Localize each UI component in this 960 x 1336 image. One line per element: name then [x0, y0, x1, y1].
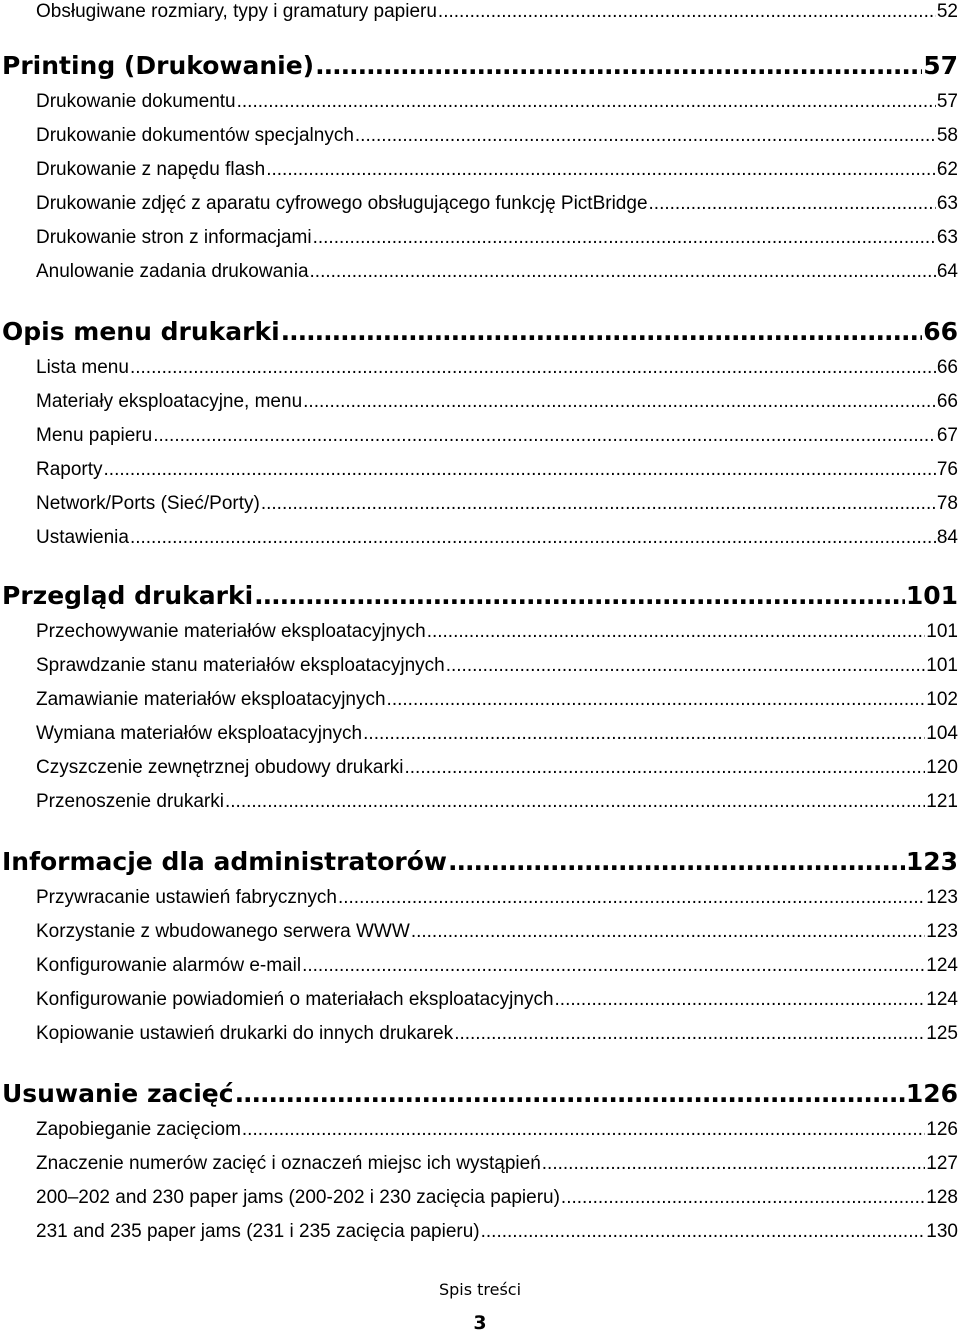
toc-section-entry[interactable] — [2, 50, 958, 82]
toc-entry[interactable] — [36, 1220, 958, 1244]
toc-entry-title: Przegląd drukarki — [2, 581, 254, 610]
toc-entry-title: Informacje dla administratorów — [2, 847, 447, 876]
dot-leader — [363, 722, 925, 746]
toc-entry-page: 76 — [936, 459, 958, 480]
toc-entry-page: 57 — [923, 51, 958, 80]
dot-leader — [481, 1220, 926, 1244]
dot-leader — [310, 260, 936, 284]
toc-entry-page: 67 — [936, 425, 958, 446]
dot-leader — [313, 226, 936, 250]
dot-leader — [266, 158, 936, 182]
dot-leader — [302, 954, 925, 978]
dot-leader — [427, 620, 926, 644]
toc-entry-page: 123 — [926, 921, 958, 942]
toc-entry[interactable] — [36, 356, 958, 380]
toc-entry[interactable] — [36, 620, 958, 644]
toc-entry-title: Sprawdzanie stanu materiałów eksploatacyjnych — [36, 655, 445, 676]
toc-entry[interactable] — [36, 90, 958, 114]
dot-leader — [448, 846, 905, 878]
toc-entry[interactable] — [36, 722, 958, 746]
toc-entry-title: Przechowywanie materiałów eksploatacyjnych — [36, 621, 426, 642]
toc-entry-title: Obsługiwane rozmiary, typy i gramatury papieru — [36, 1, 437, 22]
toc-entry[interactable] — [36, 158, 958, 182]
dot-leader — [405, 756, 926, 780]
dot-leader — [315, 50, 922, 82]
toc-entry-title: Drukowanie z napędu flash — [36, 159, 266, 180]
dot-leader — [303, 390, 936, 414]
dot-leader — [242, 1118, 925, 1142]
toc-entry[interactable] — [36, 424, 958, 448]
toc-entry-title: Kopiowanie ustawień drukarki do innych drukarek — [36, 1023, 454, 1044]
toc-entry-page: 126 — [905, 1079, 958, 1108]
dot-leader — [235, 1078, 905, 1110]
dot-leader — [438, 0, 936, 24]
toc-entry-title: Drukowanie zdjęć z aparatu cyfrowego obsługującego funkcję PictBridge — [36, 193, 648, 214]
toc-entry-page: 121 — [926, 791, 958, 812]
toc-entry-page: 120 — [926, 757, 958, 778]
toc-entry[interactable] — [36, 526, 958, 550]
dot-leader — [130, 356, 936, 380]
toc-entry[interactable] — [36, 492, 958, 516]
dot-leader — [649, 192, 936, 216]
toc-entry-page: 124 — [926, 989, 958, 1010]
toc-entry-title: Raporty — [36, 459, 103, 480]
dot-leader — [446, 654, 926, 678]
toc-entry-page: 64 — [936, 261, 958, 282]
toc-entry-page: 58 — [936, 125, 958, 146]
toc-entry[interactable] — [36, 988, 958, 1012]
toc-entry[interactable] — [36, 1022, 958, 1046]
toc-entry-page: 125 — [926, 1023, 958, 1044]
toc-entry[interactable] — [36, 0, 958, 24]
dot-leader — [411, 920, 925, 944]
toc-entry-page: 62 — [936, 159, 958, 180]
toc-entry-page: 66 — [936, 357, 958, 378]
toc-entry-page: 101 — [926, 655, 958, 676]
toc-entry[interactable] — [36, 790, 958, 814]
toc-section-entry[interactable] — [2, 316, 958, 348]
toc-entry[interactable] — [36, 1118, 958, 1142]
toc-entry-page: 127 — [926, 1153, 958, 1174]
toc-entry[interactable] — [36, 654, 958, 678]
toc-entry-page: 102 — [926, 689, 958, 710]
toc-entry-page: 63 — [936, 193, 958, 214]
dot-leader — [237, 90, 936, 114]
toc-entry-page: 124 — [926, 955, 958, 976]
toc-entry-title: Drukowanie dokumentów specjalnych — [36, 125, 354, 146]
toc-entry-page: 123 — [905, 847, 958, 876]
toc-entry-title: Drukowanie stron z informacjami — [36, 227, 312, 248]
toc-entry[interactable] — [36, 390, 958, 414]
toc-entry-title: Materiały eksploatacyjne, menu — [36, 391, 303, 412]
toc-entry[interactable] — [36, 756, 958, 780]
toc-entry-page: 57 — [936, 91, 958, 112]
toc-entry-page: 52 — [936, 1, 958, 22]
toc-entry-title: Printing (Drukowanie) — [2, 51, 315, 80]
dot-leader — [355, 124, 936, 148]
toc-entry-page: 101 — [905, 581, 958, 610]
dot-leader — [542, 1152, 926, 1176]
toc-entry[interactable] — [36, 886, 958, 910]
toc-entry-page: 78 — [936, 493, 958, 514]
toc-entry-title: Czyszczenie zewnętrznej obudowy drukarki — [36, 757, 404, 778]
toc-entry-page: 123 — [926, 887, 958, 908]
toc-entry[interactable] — [36, 1152, 958, 1176]
dot-leader — [387, 688, 926, 712]
toc-section-entry[interactable] — [2, 1078, 958, 1110]
toc-section-entry[interactable] — [2, 846, 958, 878]
toc-entry[interactable] — [36, 458, 958, 482]
toc-entry-title: Konfigurowanie alarmów e-mail — [36, 955, 302, 976]
toc-entry-title: Drukowanie dokumentu — [36, 91, 236, 112]
toc-entry-page: 66 — [936, 391, 958, 412]
toc-entry-title: Zapobieganie zacięciom — [36, 1119, 241, 1140]
toc-entry-title: Ustawienia — [36, 527, 129, 548]
toc-entry-title: 200–202 and 230 paper jams (200-202 i 230 zacięcia papieru) — [36, 1187, 560, 1208]
toc-entry-title: Usuwanie zacięć — [2, 1079, 234, 1108]
toc-entry-title: Zamawianie materiałów eksploatacyjnych — [36, 689, 386, 710]
toc-entry-title: Konfigurowanie powiadomień o materiałach eksploatacyjnych — [36, 989, 554, 1010]
toc-entry-title: Przenoszenie drukarki — [36, 791, 224, 812]
toc-entry-title: Lista menu — [36, 357, 129, 378]
dot-leader — [254, 580, 905, 612]
toc-entry-page: 66 — [923, 317, 958, 346]
toc-entry[interactable] — [36, 1186, 958, 1210]
dot-leader — [225, 790, 925, 814]
toc-entry-page: 101 — [926, 621, 958, 642]
dot-leader — [104, 458, 936, 482]
toc-entry[interactable] — [36, 260, 958, 284]
toc-entry-title: Network/Ports (Sieć/Porty) — [36, 493, 260, 514]
dot-leader — [261, 492, 936, 516]
toc-entry-page: 84 — [936, 527, 958, 548]
dot-leader — [454, 1022, 925, 1046]
footer-title: Spis treści — [438, 1280, 522, 1299]
toc-entry[interactable] — [36, 920, 958, 944]
dot-leader — [130, 526, 936, 550]
toc-entry-title: Przywracanie ustawień fabrycznych — [36, 887, 337, 908]
page-number: 3 — [473, 1312, 487, 1334]
toc-entry-page: 63 — [936, 227, 958, 248]
toc-entry-title: 231 and 235 paper jams (231 i 235 zacięcia papieru) — [36, 1221, 480, 1242]
toc-entry-page: 126 — [926, 1119, 958, 1140]
dot-leader — [338, 886, 925, 910]
dot-leader — [281, 316, 923, 348]
toc-entry[interactable] — [36, 954, 958, 978]
toc-entry-page: 128 — [926, 1187, 958, 1208]
dot-leader — [561, 1186, 925, 1210]
toc-entry-title: Anulowanie zadania drukowania — [36, 261, 309, 282]
toc-entry[interactable] — [36, 688, 958, 712]
toc-entry-title: Wymiana materiałów eksploatacyjnych — [36, 723, 363, 744]
dot-leader — [153, 424, 936, 448]
toc-entry-title: Korzystanie z wbudowanego serwera WWW — [36, 921, 410, 942]
toc-entry[interactable] — [36, 124, 958, 148]
dot-leader — [555, 988, 926, 1012]
toc-entry-page: 130 — [926, 1221, 958, 1242]
toc-entry-title: Menu papieru — [36, 425, 153, 446]
toc-entry-page: 104 — [926, 723, 958, 744]
toc-entry-title: Znaczenie numerów zacięć i oznaczeń miejsc ich wystąpień — [36, 1153, 541, 1174]
toc-entry[interactable] — [36, 226, 958, 250]
toc-section-entry[interactable] — [2, 580, 958, 612]
toc-entry[interactable] — [36, 192, 958, 216]
toc-entry-title: Opis menu drukarki — [2, 317, 280, 346]
